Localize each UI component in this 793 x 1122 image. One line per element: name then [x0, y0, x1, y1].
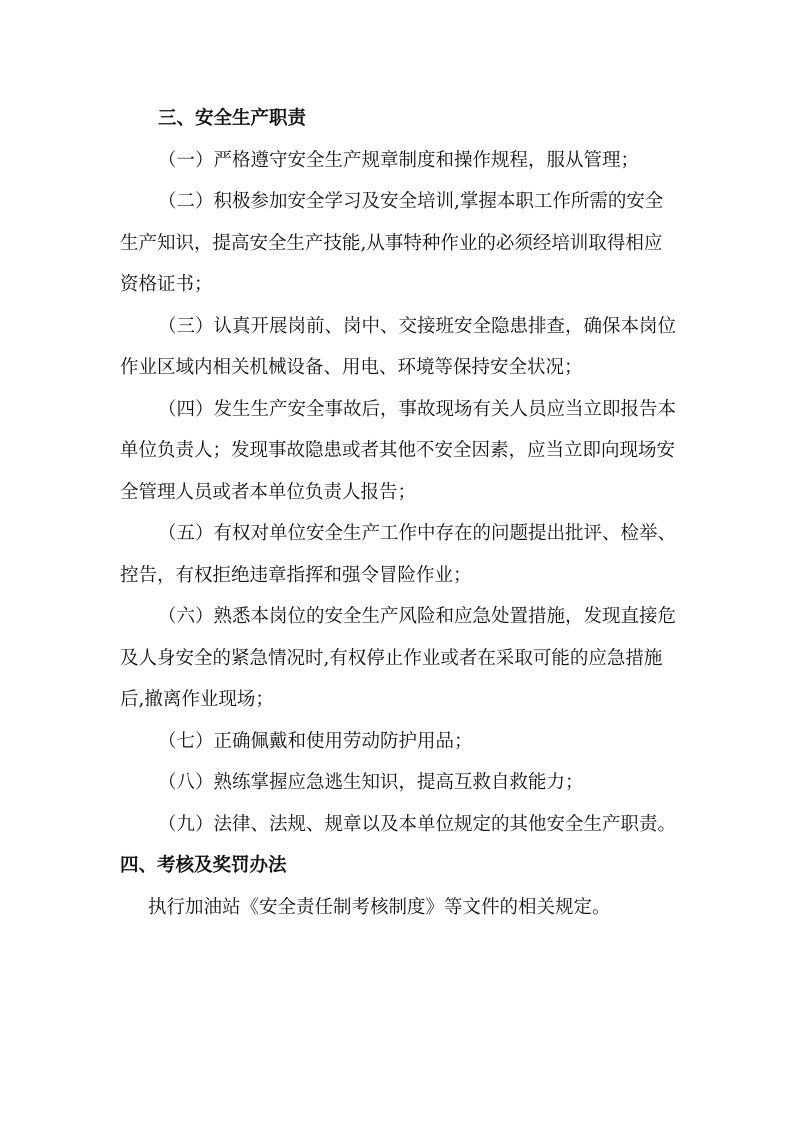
duty-item	[120, 762, 618, 804]
duty-item-line: （四）发生生产安全事故后，事故现场有关人员应当立即报告本	[158, 398, 677, 420]
duty-item	[120, 306, 677, 389]
duty-item	[120, 140, 640, 182]
duty-item-line: 后,撤离作业现场；	[120, 689, 274, 710]
duty-item-line: （三）认真开展岗前、岗中、交接班安全隐患排查，确保本岗位	[158, 315, 677, 337]
section-heading: 四、考核及奖罚办法	[120, 855, 287, 876]
duty-item-line: （五）有权对单位安全生产工作中存在的问题提出批评、检举、	[158, 523, 677, 544]
duty-item-line: 控告，有权拒绝违章指挥和强令冒险作业；	[120, 564, 472, 586]
duty-item-line: （六）熟悉本岗位的安全生产风险和应急处置措施，发现直接危	[158, 606, 677, 627]
duty-item-line: （一）严格遵守安全生产规章制度和操作规程，服从管理；	[158, 149, 640, 171]
duty-item-line: （九）法律、法规、规章以及本单位规定的其他安全生产职责。	[158, 813, 677, 835]
duty-item-line: 资格证书；	[120, 274, 213, 295]
duty-item-line: （七）正确佩戴和使用劳动防护用品；	[158, 730, 473, 752]
paragraph: 执行加油站《安全责任制考核制度》等文件的相关规定。	[148, 896, 611, 918]
duty-item	[120, 181, 664, 306]
duty-item-line: 及人身安全的紧急情况时,有权停止作业或者在采取可能的应急措施	[120, 647, 663, 669]
duty-item	[120, 721, 618, 763]
duty-item	[120, 596, 677, 721]
duty-item-line: 单位负责人；发现事故隐患或者其他不安全因素，应当立即向现场安	[120, 440, 676, 461]
duty-item-line: 作业区域内相关机械设备、用电、环境等保持安全状况；	[120, 357, 583, 378]
duty-item-line: 全管理人员或者本单位负责人报告；	[120, 481, 417, 503]
duty-list	[120, 140, 677, 846]
duty-item	[120, 804, 677, 846]
document-page	[120, 98, 677, 928]
section-heading: 三、安全生产职责	[158, 108, 307, 129]
duty-item-line: 生产知识，提高安全生产技能,从事特种作业的必须经培训取得相应	[120, 232, 663, 254]
duty-item	[120, 389, 677, 514]
duty-item-line: （八）熟练掌握应急逃生知识，提高互救自救能力；	[158, 772, 584, 793]
duty-item	[120, 513, 677, 596]
duty-item-line: （二）积极参加安全学习及安全培训,掌握本职工作所需的安全	[158, 191, 664, 212]
